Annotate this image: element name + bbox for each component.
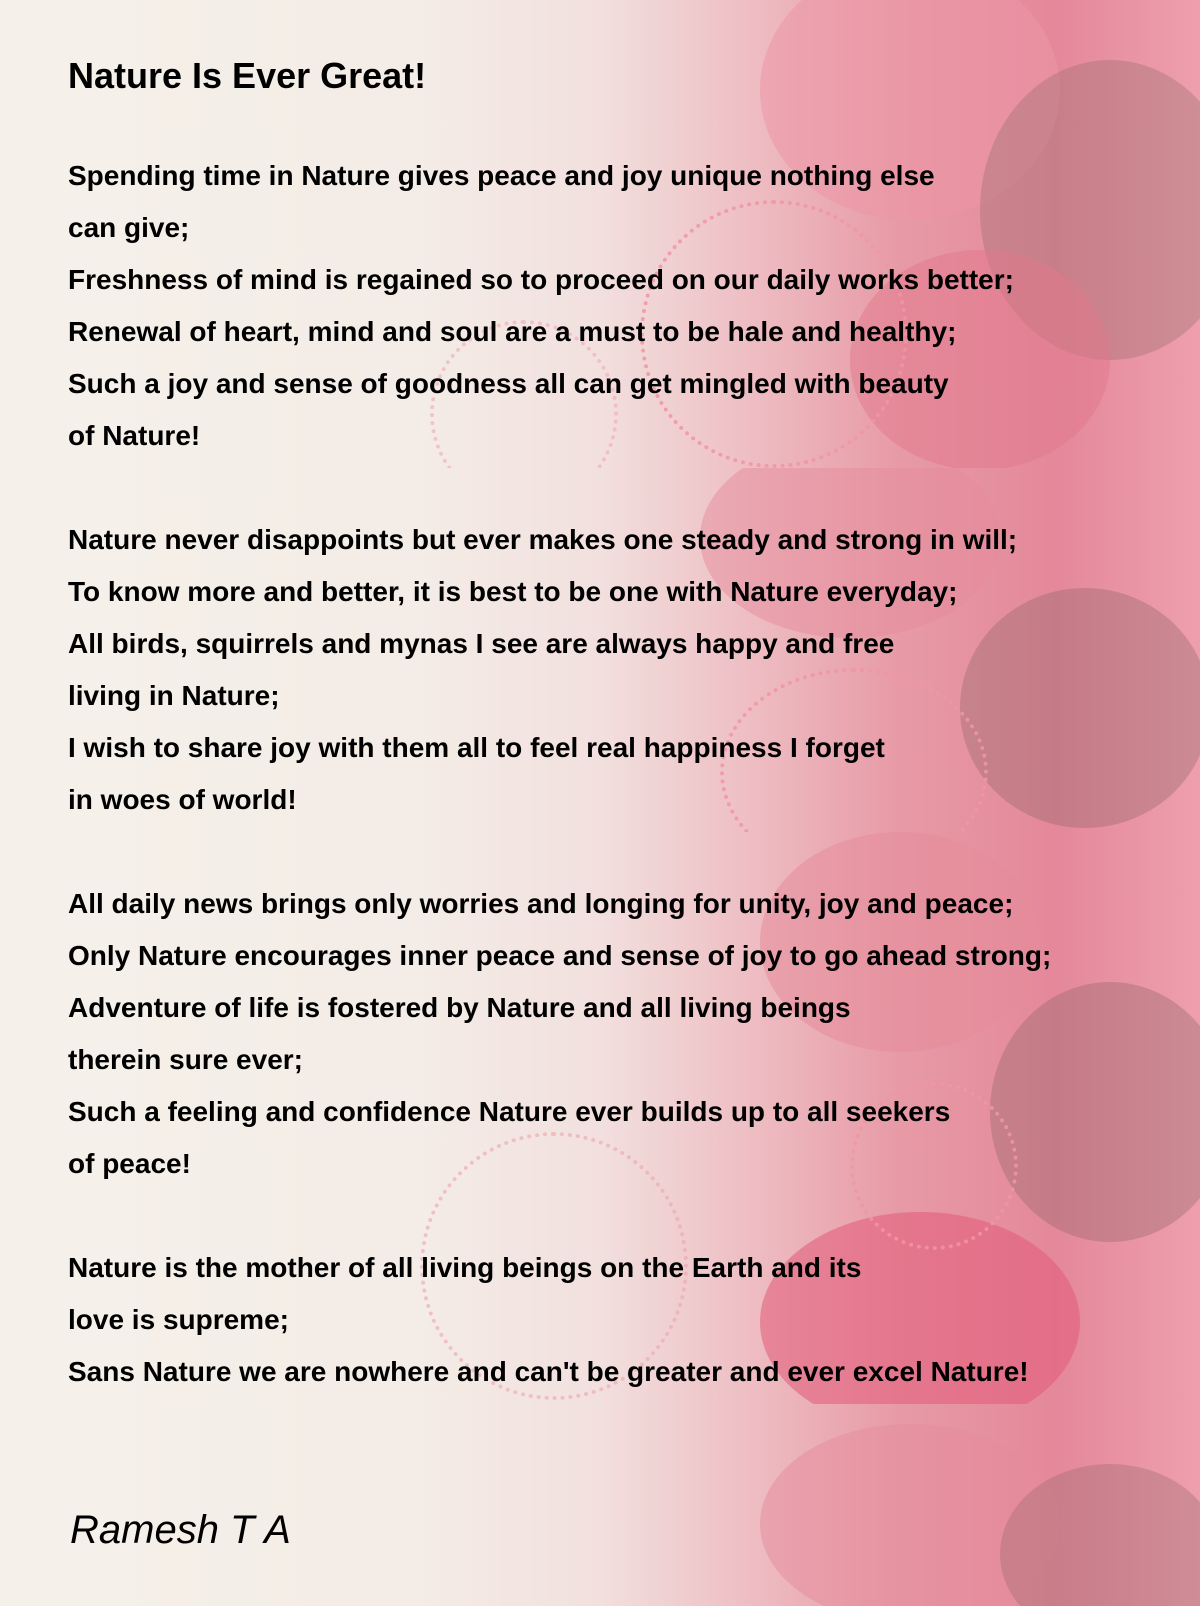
poem-line: of peace! [68, 1148, 191, 1179]
poem-line: I wish to share joy with them all to feel real happiness I forget [68, 732, 885, 763]
poem-line: Such a joy and sense of goodness all can get mingled with beauty [68, 368, 949, 399]
poem-line: in woes of world! [68, 784, 297, 815]
stanza-break [68, 826, 1188, 878]
poem-author: Ramesh T A [70, 1508, 291, 1552]
poem-line: To know more and better, it is best to be one with Nature everyday; [68, 576, 958, 607]
poem-line: Nature is the mother of all living beings on the Earth and its [68, 1252, 862, 1283]
background-band [0, 1404, 1200, 1606]
stanza-break [68, 462, 1188, 514]
poem-line: therein sure ever; [68, 1044, 303, 1075]
poem-line: Such a feeling and confidence Nature ever builds up to all seekers [68, 1096, 951, 1127]
poem-line: can give; [68, 212, 190, 243]
poem-line: Renewal of heart, mind and soul are a must to be hale and healthy; [68, 316, 957, 347]
poem-body [68, 150, 1188, 1398]
poem-line: of Nature! [68, 420, 201, 451]
poem-line: Freshness of mind is regained so to proceed on our daily works better; [68, 264, 1014, 295]
stanza-break [68, 1190, 1188, 1242]
poem-title: Nature Is Ever Great! [68, 55, 427, 96]
poem-line: All birds, squirrels and mynas I see are always happy and free [68, 628, 895, 659]
poem-line: Adventure of life is fostered by Nature and all living beings [68, 992, 851, 1023]
poem-line: living in Nature; [68, 680, 280, 711]
poem-line: Spending time in Nature gives peace and joy unique nothing else [68, 160, 935, 191]
poem-line: Nature never disappoints but ever makes one steady and strong in will; [68, 524, 1018, 555]
poem-line: Only Nature encourages inner peace and sense of joy to go ahead strong; [68, 940, 1052, 971]
poem-line: All daily news brings only worries and longing for unity, joy and peace; [68, 888, 1014, 919]
poem-line: love is supreme; [68, 1304, 289, 1335]
poem-line: Sans Nature we are nowhere and can't be greater and ever excel Nature! [68, 1356, 1029, 1387]
